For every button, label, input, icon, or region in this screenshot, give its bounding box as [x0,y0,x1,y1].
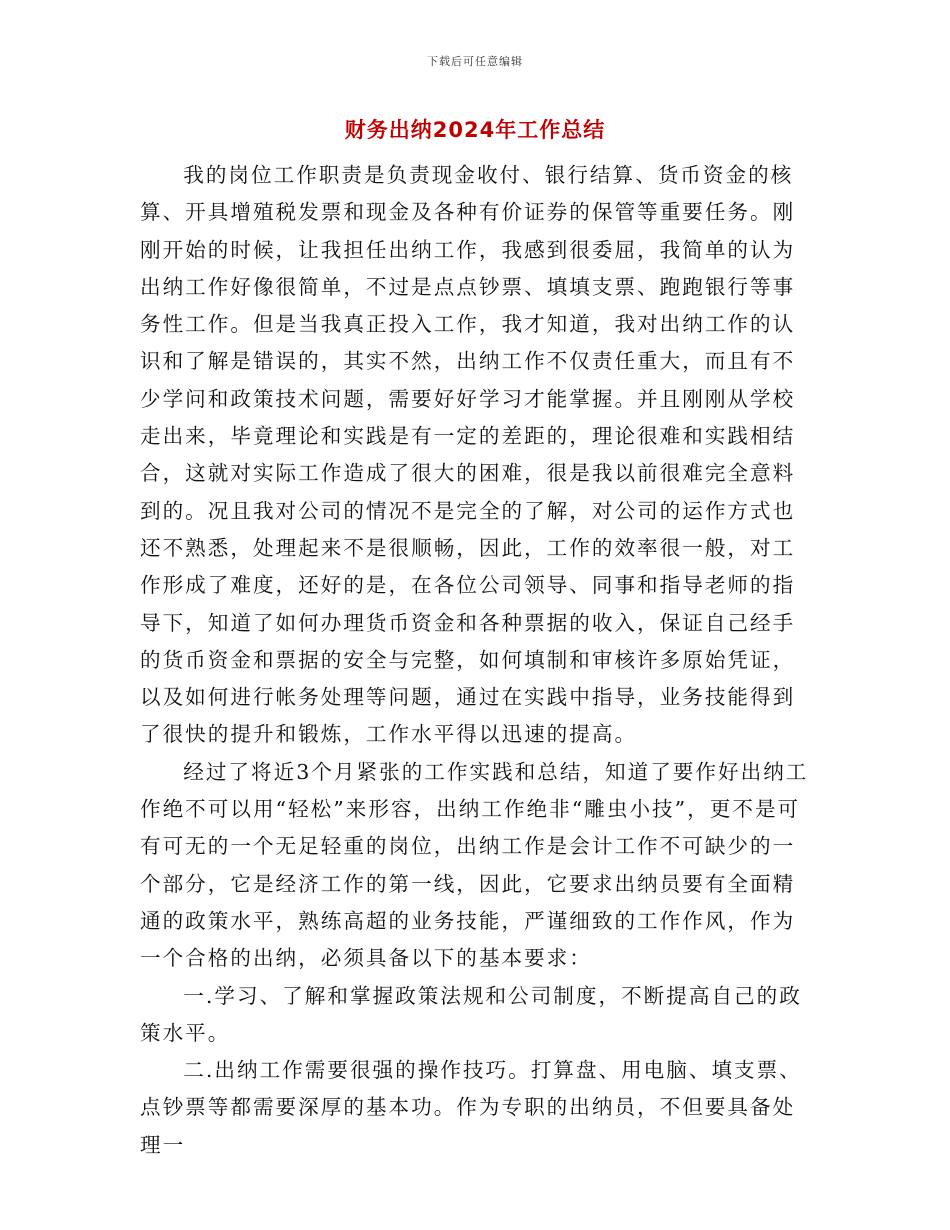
document-title: 财务出纳2024年工作总结 [344,118,606,142]
document-body [140,157,812,1164]
header-note: 下载后可任意编辑 [427,55,523,68]
paragraph-2: 经过了将近3个月紧张的工作实践和总结，知道了要作好出纳工作绝不可以用“轻松”来形容，出纳工作绝非“雕虫小技”，更不是可有可无的一个无足轻重的岗位，出纳工作是会计工作不可缺少的一个部分，它是经济工作的第一线，因此，它要求出纳员要有全面精通的政策水平，熟练高超的业务技能，严谨细致的工作作风，作为一个合格的出纳，必须具备以下的基本要求： [140,759,809,971]
paragraph-4: 二.出纳工作需要很强的操作技巧。打算盘、用电脑、填支票、点钞票等都需要深厚的基本功。作为专职的出纳员，不但要具备处理一 [140,1058,802,1157]
paragraph-1: 我的岗位工作职责是负责现金收付、银行结算、货币资金的核算、开具增殖税发票和现金及各种有价证券的保管等重要任务。刚刚开始的时候，让我担任出纳工作，我感到很委屈，我简单的认为出纳工作好像很简单，不过是点点钞票、填填支票、跑跑银行等事务性工作。但是当我真正投入工作，我才知道，我对出纳工作的认识和了解是错误的，其实不然，出纳工作不仅责任重大，而且有不少学问和政策技术问题，需要好好学习才能掌握。并且刚刚从学校走出来，毕竟理论和实践是有一定的差距的，理论很难和实践相结合，这就对实际工作造成了很大的困难，很是我以前很难完全意料到的。况且我对公司的情况不是完全的了解，对公司的运作方式也还不熟悉，处理起来不是很顺畅，因此，工作的效率很一般，对工作形成了难度，还好的是，在各位公司领导、同事和指导老师的指导下，知道了如何办理货币资金和各种票据的收入，保证自己经手的货币资金和票据的安全与完整，如何填制和审核许多原始凭证，以及如何进行帐务处理等问题，通过在实践中指导，业务技能得到了很快的提升和锻炼，工作水平得以迅速的提高。 [140,163,796,747]
paragraph-3: 一.学习、了解和掌握政策法规和公司制度，不断提高自己的政策水平。 [140,983,802,1045]
